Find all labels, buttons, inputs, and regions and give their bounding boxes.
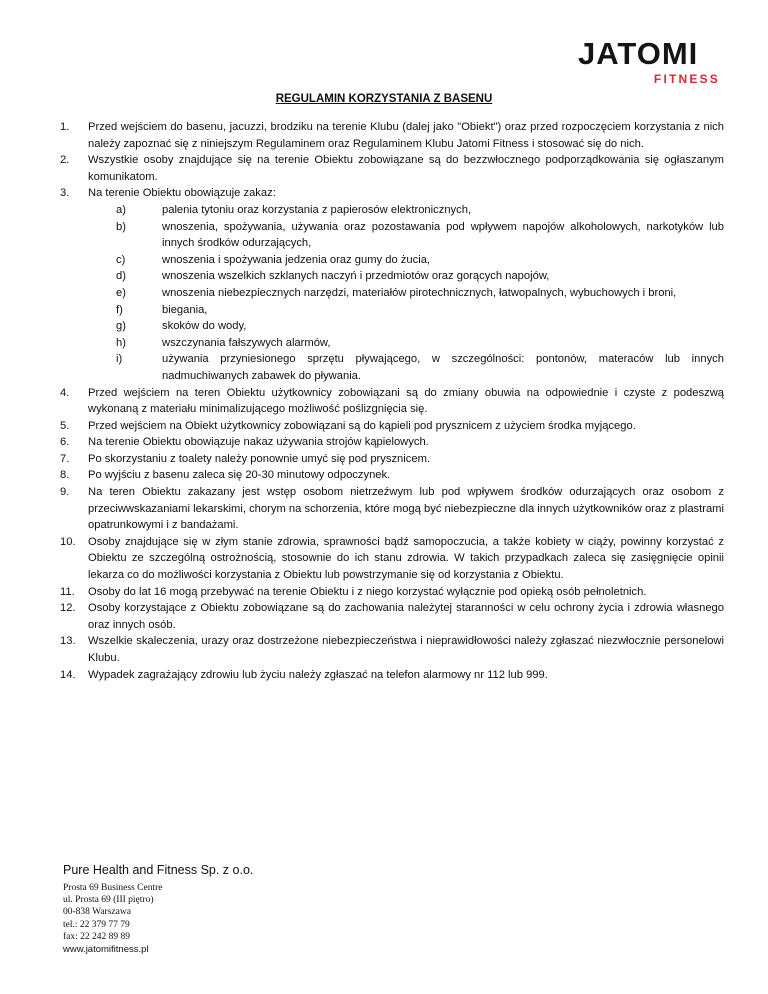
- prohibition-text: wnoszenia i spożywania jedzenia oraz gumy do żucia,: [162, 253, 431, 266]
- prohibition-text: biegania,: [162, 303, 208, 316]
- rule-number: 14.: [60, 668, 76, 681]
- prohibition-text: wnoszenia wszelkich szklanych naczyń i przedmiotów oraz gorących napojów,: [162, 270, 550, 283]
- rule-item: [60, 484, 724, 534]
- brand-logo-main: JATOMI: [578, 36, 699, 71]
- prohibition-text: wszczynania fałszywych alarmów,: [162, 336, 331, 349]
- rule-item: [60, 534, 724, 584]
- rule-text: Osoby korzystające z Obiektu zobowiązane są do zachowania należytej staranności w celu ochrony życia i zdrowia własnego oraz innych osób.: [88, 602, 724, 631]
- brand-logo: [578, 38, 728, 86]
- prohibition-item: [60, 202, 724, 219]
- rule-text: Po skorzystaniu z toalety należy ponownie umyć się pod prysznicem.: [88, 452, 430, 465]
- prohibition-letter: i): [116, 353, 123, 366]
- brand-logo-sub: FITNESS: [653, 72, 720, 86]
- prohibition-item: [60, 268, 724, 285]
- rule-number: 10.: [60, 535, 76, 548]
- rule-text: Wszystkie osoby znajdujące się na terenie Obiektu zobowiązane są do bezzwłocznego podporządkowania się ogłaszanym komunikatom.: [88, 154, 724, 183]
- rule-text: Osoby znajdujące się w złym stanie zdrowia, sprawności bądź samopoczucia, a także kobiety w ciąży, powinny korzystać z Obiektu ze szczególną ostrożnością, stosownie do ich stanu zdrowia. W takich przypadkach zaleca się zasięgnięcie opinii lekarza co do możliwości korzystania z Obiektu lub powstrzymanie się od korzystania z Obiektu.: [88, 535, 724, 582]
- rule-number: 5.: [60, 419, 70, 432]
- rule-text: Na terenie Obiektu obowiązuje nakaz używania strojów kąpielowych.: [88, 436, 429, 449]
- rule-item: [60, 418, 724, 435]
- rule-item: [60, 633, 724, 666]
- rule-item: [60, 600, 724, 633]
- rule-item: [60, 667, 724, 684]
- rule-number: 3.: [60, 187, 70, 200]
- rule-number: 6.: [60, 436, 70, 449]
- footer: [63, 863, 253, 955]
- prohibition-letter: b): [116, 220, 126, 233]
- prohibition-text: palenia tytoniu oraz korzystania z papierosów elektronicznych,: [162, 203, 472, 216]
- rule-number: 8.: [60, 469, 70, 482]
- prohibition-letter: f): [116, 303, 123, 316]
- rule-number: 4.: [60, 386, 70, 399]
- prohibition-item: [60, 302, 724, 319]
- address-line: Prosta 69 Business Centre: [63, 883, 163, 893]
- rule-text: Na teren Obiektu zakazany jest wstęp osobom nietrzeźwym lub pod wpływem środków odurzających oraz osobom z przeciwwskazaniami lekarskimi, chorym na schorzenia, które mogą być niebezpieczne dla innych użytkowników oraz z plastrami opatrunkowymi i z bandażami.: [88, 486, 724, 532]
- prohibition-item: [60, 335, 724, 352]
- rule-text: Na terenie Obiektu obowiązuje zakaz:: [88, 187, 276, 200]
- rule-text: Osoby do lat 16 mogą przebywać na terenie Obiektu i z niego korzystać wyłącznie pod opieką osób pełnoletnich.: [88, 585, 647, 598]
- rule-number: 12.: [60, 602, 76, 615]
- prohibition-letter: c): [116, 253, 126, 266]
- rule-number: 2.: [60, 154, 70, 167]
- rules-list: [60, 119, 724, 683]
- rule-item: [60, 385, 724, 418]
- fax: fax: 22 242 89 89: [63, 931, 131, 942]
- prohibition-letter: d): [116, 270, 126, 283]
- prohibition-item: [60, 351, 724, 384]
- rule-item: [60, 119, 724, 152]
- rule-item: [60, 434, 724, 451]
- prohibition-item: [60, 285, 724, 302]
- prohibition-letter: g): [116, 320, 126, 333]
- prohibition-letter: e): [116, 286, 126, 299]
- prohibition-letter: a): [116, 203, 126, 216]
- rule-text: Wszelkie skaleczenia, urazy oraz dostrzeżone niebezpieczeństwa i nieprawidłowości należy zgłaszać niezwłocznie personelowi Klubu.: [88, 635, 724, 664]
- prohibition-text: wnoszenia niebezpiecznych narzędzi, materiałów pirotechnicznych, łatwopalnych, wybuchowych i broni,: [162, 286, 677, 299]
- rule-text: Przed wejściem do basenu, jacuzzi, brodziku na terenie Klubu (dalej jako "Obiekt") oraz przed rozpoczęciem korzystania z nich należy zapoznać się z niniejszym Regulaminem oraz Regulaminem Klubu Jatomi Fitness i stosować się do nich.: [88, 121, 724, 150]
- prohibition-text: skoków do wody,: [162, 320, 247, 333]
- rule-text: Wypadek zagrażający zdrowiu lub życiu należy zgłaszać na telefon alarmowy nr 112 lub 999.: [88, 668, 548, 681]
- rule-item: [60, 152, 724, 185]
- rule-item: [60, 185, 724, 202]
- rule-text: Po wyjściu z basenu zaleca się 20-30 minutowy odpoczynek.: [88, 469, 391, 482]
- rule-item: [60, 451, 724, 468]
- website-link[interactable]: www.jatomifitness.pl: [63, 944, 149, 956]
- address-line: 00-838 Warszawa: [63, 907, 131, 918]
- rule-text: Przed wejściem na teren Obiektu użytkownicy zobowiązani są do zmiany obuwia na odpowiednie i czyste z podeszwą wykonaną z materiału minimalizującego możliwość poślizgnięcia się.: [88, 386, 724, 416]
- rule-text: Przed wejściem na Obiekt użytkownicy zobowiązani są do kąpieli pod prysznicem z użyciem środka myjącego.: [88, 419, 636, 432]
- rule-item: [60, 584, 724, 601]
- rule-item: [60, 467, 724, 484]
- rule-number: 13.: [60, 635, 76, 648]
- phone: tel.: 22 379 77 79: [63, 919, 130, 930]
- address-line: ul. Prosta 69 (III piętro): [63, 895, 154, 906]
- rule-number: 1.: [60, 121, 70, 133]
- company-name: Pure Health and Fitness Sp. z o.o.: [63, 863, 254, 877]
- prohibition-text: używania przyniesionego sprzętu pływającego, w szczególności: pontonów, materaców lub innych nadmuchiwanych zabawek do pływania.: [162, 353, 724, 382]
- rule-number: 7.: [60, 452, 70, 465]
- prohibition-letter: h): [116, 336, 126, 349]
- prohibition-item: [60, 219, 724, 252]
- rule-number: 11.: [60, 585, 75, 598]
- document-title: REGULAMIN KORZYSTANIA Z BASENU: [275, 93, 493, 105]
- prohibition-text: wnoszenia, spożywania, używania oraz pozostawania pod wpływem napojów alkoholowych, narkotyków lub innych środków odurzających,: [162, 220, 724, 250]
- rule-number: 9.: [60, 486, 70, 499]
- prohibition-item: [60, 252, 724, 269]
- prohibition-item: [60, 318, 724, 335]
